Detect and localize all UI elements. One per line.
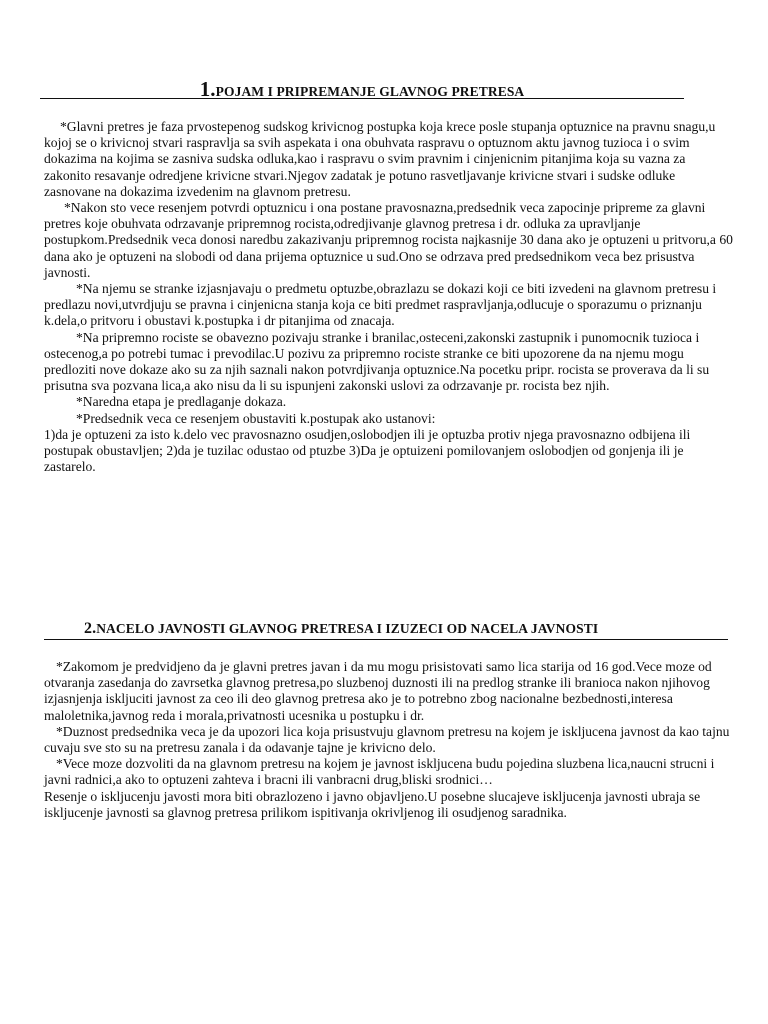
section-2-title: NACELO JAVNOSTI GLAVNOG PRETRESA I IZUZECI OD NACELA JAVNOSTI [96,621,599,636]
section-2-paragraph: *Duznost predsednika veca je da upozori lica koja prisustvuju glavnom pretresu na kojem je iskljucena javnost da kao tajnu cuvaju sve sto su na pretresu zanala i da odavanje tajne je krivicno delo. [44,723,730,756]
section-1-body [44,119,734,475]
section-1-title: POJAM I PRIPREMANJE GLAVNOG PRETRESA [215,84,525,99]
section-1-paragraph: *Naredna etapa je predlaganje dokaza. [76,394,287,410]
section-2-heading [84,620,598,638]
section-1-underline [40,98,684,99]
section-1-paragraph: *Predsednik veca ce resenjem obustaviti k.postupak ako ustanovi: [76,410,436,426]
section-2-paragraph: *Zakomom je predvidjeno da je glavni pretres javan i da mu mogu prisistovati samo lica starija od 16 god.Vece moze od otvaranja zasedanja do zavrsetka glavnog pretresa,po sluzbenoj duznosti ili na predlog stranke ili branioca nakon njihovog izjasnjenja iskljuciti javnost za ceo ili deo glavnog pretresa ako je to potrebno zbog nacionalne bezbednosti,interesa maloletnika,javnog reda i morala,privatnosti ucesnika u postupku i dr. [44,659,712,723]
section-1-paragraph: *Glavni pretres je faza prvostepenog sudskog krivicnog postupka koja krece posle stupanja optuznice na pravnu snagu,u kojoj se o krivicnoj stvari raspravlja sa svih aspekata i ona obuhvata raspravu o optuznom aktu javnog tuzioca i o svim dokazima na kojima se zasniva sudska odluka,kao i raspravu o svim pravnim i cinjenicnim pitanjima koja su vazna za zakonito resavanje odredjene krivicne stvari.Njegov zadatak je potuno rasvetljavanje krivicne stvari i sudske odluke zasnovane na dokazima izvedenim na glavnom pretresu. [44,119,716,199]
section-1-paragraph: 1)da je optuzeni za isto k.delo vec pravosnazno osudjen,oslobodjen ili je optuzba protiv njega pravosnazno odbijena ili postupak obustavljen; 2)da je tuzilac odustao od ptuzbe 3)Da je optuizeni pomilovanjem oslobodjen od gonjenja ili je zastarelo. [44,426,691,475]
section-2-underline [44,639,728,640]
section-1-paragraph: *Na pripremno rociste se obavezno pozivaju stranke i branilac,osteceni,zakonski zastupnik i punomocnik tuzioca i ostecenog,a po potrebi tumac i prevodilac.U pozivu za pripremno rociste stranke ce biti upozorene da na njemu mogu predloziti nove dokaze ako su za njih saznali nakon potvrdjivanja optuznice.Na pocetku pripr. rocista se proverava da li su prisutna sva pozvana lica,a ako nisu da li su ispunjeni zakonski uslovi za odrzavanje pr. rocista bez njih. [44,329,710,394]
section-1-paragraph: *Nakon sto vece resenjem potvrdi optuznicu i ona postane pravosnazna,predsednik veca zapocinje pripreme za glavni pretres koje obuhvata odrzavanje pripremnog rocista,odredjivanje glavnog pretresa i dr. odluka za upravljanje postupkom.Predsednik veca donosi naredbu zakazivanju pripremnog rocista najkasnije 30 dana ako je optuzeni u pritvoru,a 60 dana ako je optuzeni na slobodi od dana prijema optuznice u sud.Ono se odrzava pred predsednikom veca bez prisustva javnosti. [44,200,733,280]
section-1-number: 1. [199,77,216,101]
section-2-paragraph: Resenje o iskljucenju javosti mora biti obrazlozeno i javno objavljeno.U posebne slucajeve iskljucenja javnosti ubraja se iskljucenje javnosti sa glavnog pretresa prilikom ispitivanja okrivljenog ili osudjenog saradnika. [44,788,701,820]
section-1-paragraph: *Na njemu se stranke izjasnjavaju o predmetu optuzbe,obrazlazu se dokazi koji ce biti izvedeni na glavnom pretresu i predlazu novi,utvrdjuju se pravna i cinjenicna stanja koja ce biti predmet raspravljanja,odlucuje o sporazumu o priznanju k.dela,o pritvoru i obustavi k.postupka i dr pitanjima od znacaja. [44,281,717,329]
section-2-body [44,659,734,821]
section-2-paragraph: *Vece moze dozvoliti da na glavnom pretresu na kojem je javnost iskljucena budu pojedina sluzbena lica,naucni strucni i javni radnici,a ako to optuzeni zahteva i bracni ili vanbracni drug,bliski srodnici… [44,756,715,788]
section-2-number: 2. [84,620,97,637]
